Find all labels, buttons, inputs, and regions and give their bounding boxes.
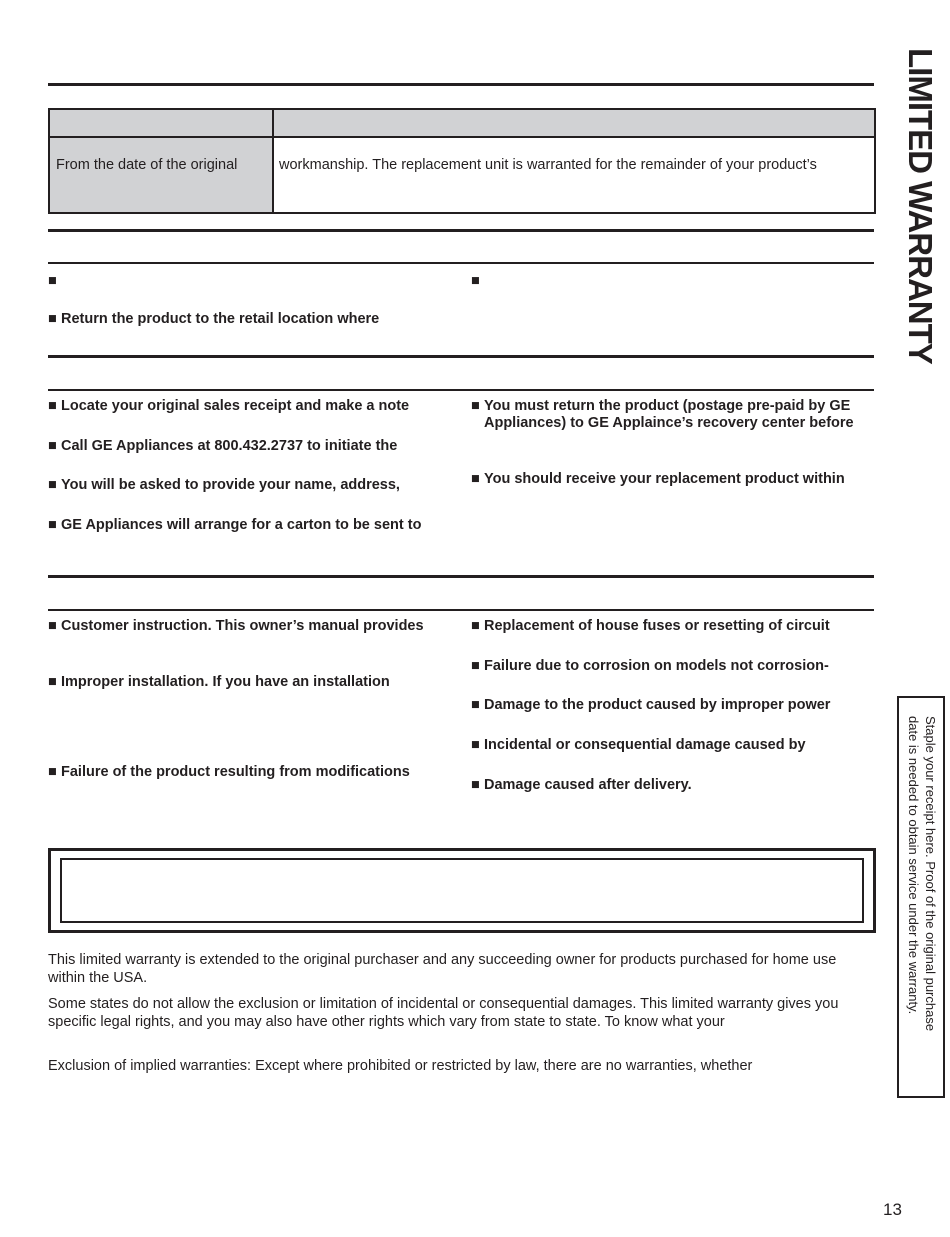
receipt-box xyxy=(897,696,945,1098)
table-header-coverage xyxy=(274,110,874,138)
section3-right-item: ■ Damage to the product caused by improper power xyxy=(471,697,831,713)
section3-right-item: ■ Failure due to corrosion on models not corrosion- xyxy=(471,658,829,674)
section1-right-empty-bullet: ■ xyxy=(471,273,480,289)
section1-subrule xyxy=(48,262,874,264)
side-title: LIMITED WARRANTY xyxy=(902,48,939,364)
notice-box-inner xyxy=(60,858,864,923)
section3-right-item: ■ Damage caused after delivery. xyxy=(471,777,692,793)
warranty-paragraph: This limited warranty is extended to the original purchaser and any succeeding owner for products purchased for home use within the USA. xyxy=(48,952,837,986)
warranty-paragraph: Exclusion of implied warranties: Except where prohibited or restricted by law, there are no warranties, whether xyxy=(48,1058,753,1074)
section3-right-item: ■ Incidental or consequential damage caused by xyxy=(471,737,806,753)
section2-subrule xyxy=(48,389,874,391)
section3-rule xyxy=(48,575,874,578)
period-text: From the date of the original xyxy=(56,157,238,173)
section2-right-item: ■ You should receive your replacement product within xyxy=(471,471,845,487)
section1-left-item: ■ Return the product to the retail location where xyxy=(48,311,380,327)
section3-left-item: ■ Failure of the product resulting from modifications xyxy=(48,764,410,780)
section2-left-item: ■ You will be asked to provide your name, address, xyxy=(48,477,400,493)
section2-left-item: ■ Call GE Appliances at 800.432.2737 to initiate the xyxy=(48,438,398,454)
coverage-text: workmanship. The replacement unit is warranted for the remainder of your product’s xyxy=(279,157,817,173)
section1-left-empty-bullet: ■ xyxy=(48,273,57,289)
table-cell-coverage xyxy=(274,138,874,212)
warranty-paragraph: Some states do not allow the exclusion or limitation of incidental or consequential damages. This limited warranty gives you specific legal rights, and you may also have other rights which vary from state to state. To know what your xyxy=(48,996,839,1030)
section1-rule xyxy=(48,229,874,232)
page-number: 13 xyxy=(883,1200,902,1219)
section2-rule xyxy=(48,355,874,358)
table-cell-period xyxy=(50,138,274,212)
receipt-instructions xyxy=(905,716,939,1031)
section3-right-item: ■ Replacement of house fuses or resetting of circuit xyxy=(471,618,830,634)
notice-box xyxy=(48,848,876,933)
table-header-period xyxy=(50,110,274,138)
top-rule xyxy=(48,83,874,86)
section3-left-item: ■ Improper installation. If you have an installation xyxy=(48,674,390,690)
receipt-line-2: date is needed to obtain service under the warranty. xyxy=(906,716,921,1015)
section2-left-item: ■ Locate your original sales receipt and make a note xyxy=(48,398,410,414)
section2-right-item: ■ You must return the product (postage pre-paid by GE Appliances) to GE Applaince’s recovery center before xyxy=(471,398,854,431)
section2-left-item: ■ GE Appliances will arrange for a carton to be sent to xyxy=(48,517,422,533)
section3-left-item: ■ Customer instruction. This owner’s manual provides xyxy=(48,618,424,634)
warranty-table xyxy=(48,108,876,214)
section3-subrule xyxy=(48,609,874,611)
receipt-line-1: Staple your receipt here. Proof of the original purchase xyxy=(923,716,938,1032)
